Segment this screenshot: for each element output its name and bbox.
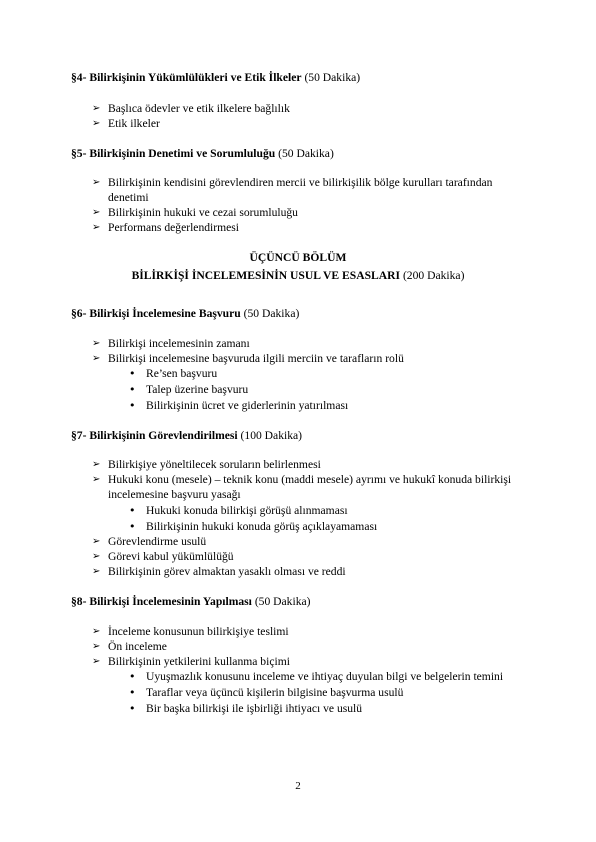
- section-title: §5- Bilirkişinin Denetimi ve Sorumluluğu: [71, 147, 276, 160]
- list-item: [92, 564, 532, 579]
- section-title: §7- Bilirkişinin Görevlendirilmesi: [71, 429, 238, 442]
- list-item: [92, 549, 532, 564]
- section-7-heading: [71, 428, 302, 443]
- arrow-bullet-icon: ➢: [92, 551, 101, 562]
- list-item: [92, 205, 532, 220]
- section-duration: (100 Dakika): [240, 429, 303, 442]
- section-duration: (50 Dakika): [278, 147, 334, 160]
- sub-list-item-text: Hukuki konuda bilirkişi görüşü alınmaması: [146, 504, 348, 517]
- bullet-dot-icon: •: [129, 686, 136, 699]
- list-item-text: Görevlendirme usulü: [108, 535, 207, 548]
- arrow-bullet-icon: ➢: [92, 536, 101, 547]
- section-duration: (50 Dakika): [304, 71, 361, 84]
- list-item-text: Hukuki konu (mesele) – teknik konu (maddi mesele) ayrımı ve hukukî konuda bilirkişi incelemesine başvuru yasağı: [108, 473, 512, 501]
- part-subtitle-text: BİLİRKİŞİ İNCELEMESİNİN USUL VE ESASLARI: [131, 269, 401, 282]
- bullet-dot-icon: •: [129, 367, 136, 380]
- list-item-text: Bilirkişinin hukuki ve cezai sorumluluğu: [108, 206, 298, 219]
- sub-list-item: [129, 669, 549, 684]
- list-item-text: Bilirkişinin yetkilerini kullanma biçimi: [108, 655, 290, 668]
- part-subtitle: [0, 268, 596, 283]
- bullet-dot-icon: •: [129, 520, 136, 533]
- list-item: [92, 220, 532, 235]
- bullet-dot-icon: •: [129, 383, 136, 396]
- sub-list-item-text: Talep üzerine başvuru: [146, 383, 249, 396]
- list-item: [92, 534, 532, 549]
- list-item-text: Başlıca ödevler ve etik ilkelere bağlılık: [108, 102, 290, 115]
- list-item: [92, 639, 532, 654]
- arrow-bullet-icon: ➢: [92, 118, 101, 129]
- list-item: [92, 101, 532, 116]
- list-item-text: Etik ilkeler: [108, 117, 160, 130]
- arrow-bullet-icon: ➢: [92, 177, 101, 188]
- list-item-text: Bilirkişinin görev almaktan yasaklı olması ve reddi: [108, 565, 346, 578]
- list-item-text: Bilirkişinin kendisini görevlendiren mercii ve bilirkişilik bölge kurulları tarafından denetimi: [108, 176, 493, 204]
- part-title: ÜÇÜNCÜ BÖLÜM: [249, 251, 347, 264]
- bullet-dot-icon: •: [129, 670, 136, 683]
- section-5-heading: [71, 146, 334, 161]
- list-item: [92, 654, 532, 669]
- list-item: [92, 351, 532, 366]
- arrow-bullet-icon: ➢: [92, 626, 101, 637]
- arrow-bullet-icon: ➢: [92, 641, 101, 652]
- sub-list-item: [129, 366, 549, 381]
- list-item-text: Bilirkişi incelemesine başvuruda ilgili merciin ve tarafların rolü: [108, 352, 404, 365]
- section-title: §6- Bilirkişi İncelemesine Başvuru: [71, 307, 241, 320]
- sub-list-item-text: Uyuşmazlık konusunu inceleme ve ihtiyaç duyulan bilgi ve belgelerin temini: [146, 670, 504, 683]
- bullet-dot-icon: •: [129, 504, 136, 517]
- section-duration: (50 Dakika): [243, 307, 300, 320]
- list-item: [92, 175, 532, 205]
- arrow-bullet-icon: ➢: [92, 566, 101, 577]
- arrow-bullet-icon: ➢: [92, 353, 101, 364]
- list-item-text: İnceleme konusunun bilirkişiye teslimi: [108, 625, 289, 638]
- page-number: 2: [295, 780, 301, 792]
- bullet-dot-icon: •: [129, 702, 136, 715]
- sub-list-item-text: Bilirkişinin hukuki konuda görüş açıklayamaması: [146, 520, 378, 533]
- sub-list-item: [129, 398, 549, 413]
- sub-list-item: [129, 701, 549, 716]
- list-item: [92, 624, 532, 639]
- sub-list-item: [129, 519, 549, 534]
- sub-list-item-text: Taraflar veya üçüncü kişilerin bilgisine başvurma usulü: [146, 686, 404, 699]
- section-duration: (50 Dakika): [254, 595, 311, 608]
- sub-list-item-text: Re’sen başvuru: [146, 367, 218, 380]
- arrow-bullet-icon: ➢: [92, 338, 101, 349]
- sub-list-item: [129, 503, 549, 518]
- list-item-text: Bilirkişiye yöneltilecek soruların belirlenmesi: [108, 458, 321, 471]
- arrow-bullet-icon: ➢: [92, 656, 101, 667]
- list-item-text: Performans değerlendirmesi: [108, 221, 240, 234]
- sub-list-item-text: Bir başka bilirkişi ile işbirliği ihtiyacı ve usulü: [146, 702, 363, 715]
- section-4-heading: [71, 70, 360, 85]
- list-item-text: Görevi kabul yükümlülüğü: [108, 550, 234, 563]
- arrow-bullet-icon: ➢: [92, 103, 101, 114]
- arrow-bullet-icon: ➢: [92, 474, 101, 485]
- bullet-dot-icon: •: [129, 399, 136, 412]
- section-6-heading: [71, 306, 299, 321]
- list-item-text: Bilirkişi incelemesinin zamanı: [108, 337, 250, 350]
- list-item-text: Ön inceleme: [108, 640, 167, 653]
- list-item: [92, 336, 532, 351]
- sub-list-item: [129, 685, 549, 700]
- arrow-bullet-icon: ➢: [92, 459, 101, 470]
- arrow-bullet-icon: ➢: [92, 207, 101, 218]
- part-duration: (200 Dakika): [402, 269, 465, 282]
- sub-list-item-text: Bilirkişinin ücret ve giderlerinin yatırılması: [146, 399, 349, 412]
- list-item: [92, 457, 532, 472]
- section-title: §8- Bilirkişi İncelemesinin Yapılması: [71, 595, 252, 608]
- section-title: §4- Bilirkişinin Yükümlülükleri ve Etik İlkeler: [71, 71, 302, 84]
- section-8-heading: [71, 594, 311, 609]
- sub-list-item: [129, 382, 549, 397]
- list-item: [92, 116, 532, 131]
- list-item: [92, 472, 532, 502]
- arrow-bullet-icon: ➢: [92, 222, 101, 233]
